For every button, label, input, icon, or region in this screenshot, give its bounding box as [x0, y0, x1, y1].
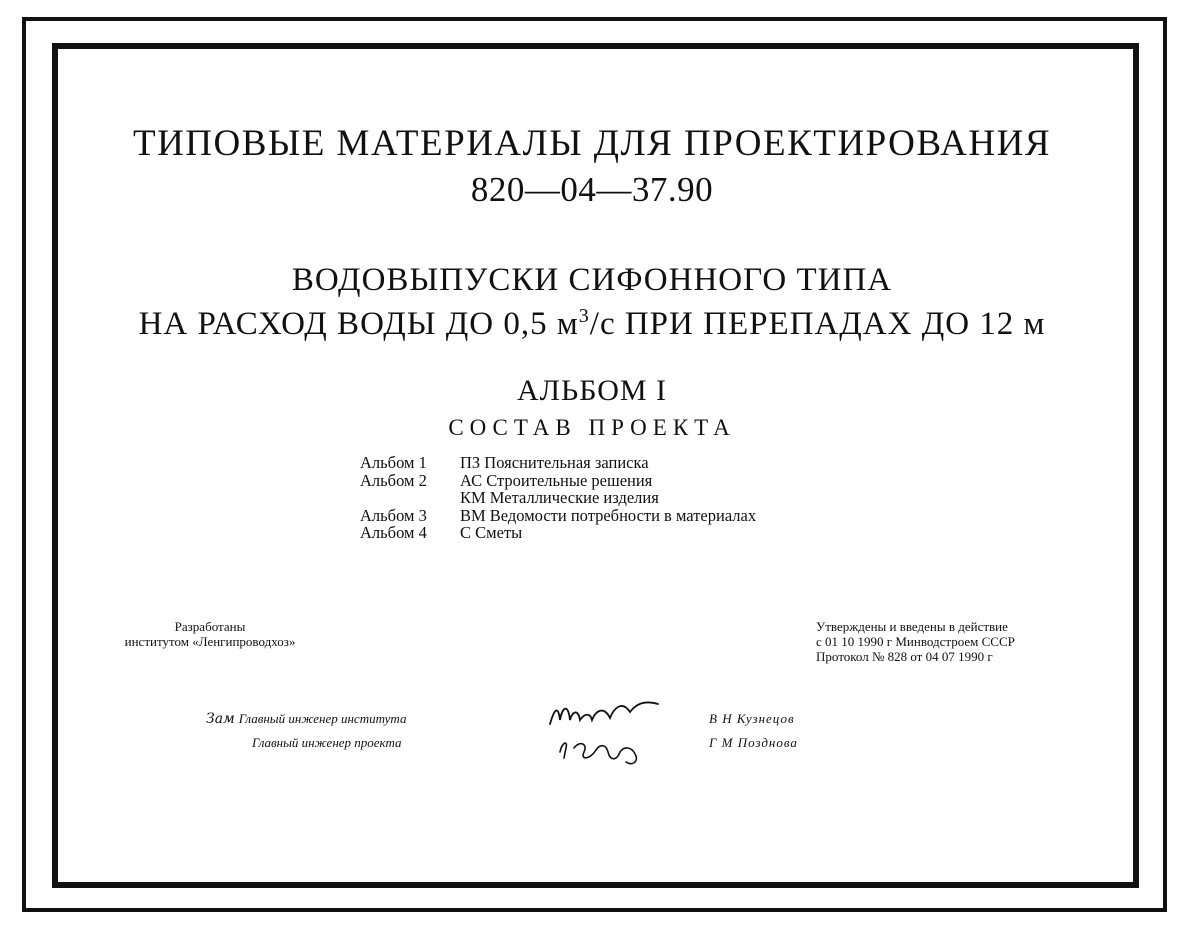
title-line2-end: /с ПРИ ПЕРЕПАДАХ ДО 12 м	[589, 306, 1046, 342]
album-subheading: СОСТАВ ПРОЕКТА	[448, 415, 736, 440]
album-content: ВМ Ведомости потребности в материалах	[460, 505, 757, 525]
developer-line1: Разработаны	[174, 619, 246, 634]
handwritten-prefix: Зам	[206, 711, 235, 727]
list-item	[360, 524, 756, 542]
album-content: С Сметы	[460, 523, 523, 542]
name-pozdnova: Г М Позднова	[709, 735, 798, 750]
document-title-line1: ВОДОВЫПУСКИ СИФОННОГО ТИПА	[291, 262, 893, 298]
album-label: Альбом 4	[360, 523, 427, 542]
developer-line2: институтом «Ленгипроводхоз»	[124, 634, 296, 649]
developer-block	[100, 619, 320, 649]
list-item	[360, 454, 756, 472]
series-title: ТИПОВЫЕ МАТЕРИАЛЫ ДЛЯ ПРОЕКТИРОВАНИЯ	[132, 123, 1052, 164]
album-content: ПЗ Пояснительная записка	[460, 453, 649, 472]
signatory-names	[709, 707, 798, 755]
list-item	[360, 507, 756, 525]
list-item	[360, 489, 756, 507]
approval-block	[816, 619, 1015, 664]
album-label: Альбом 2	[360, 470, 427, 490]
approval-line2: с 01 10 1990 г Минводстроем СССР	[816, 634, 1015, 649]
album-content: КМ Металлические изделия	[460, 488, 659, 507]
document-title-line2	[0, 305, 1184, 343]
title-line2-superscript: 3	[578, 305, 590, 327]
role-chief-engineer-project: Главный инженер проекта	[252, 735, 402, 750]
approval-line1: Утверждены и введены в действие	[816, 619, 1008, 634]
album-label	[360, 489, 460, 507]
approval-line3: Протокол № 828 от 04 07 1990 г	[816, 649, 993, 664]
composition-list	[360, 454, 756, 542]
name-kuznetsov: В Н Кузнецов	[709, 711, 795, 726]
signature-roles	[206, 707, 406, 755]
album-label: Альбом 1	[360, 453, 427, 472]
role-chief-engineer-institute: Главный инженер института	[238, 711, 407, 726]
list-item	[360, 472, 756, 490]
album-content: АС Строительные решения	[460, 470, 653, 490]
album-heading: АЛЬБОМ I	[516, 374, 668, 407]
series-number: 820—04—37.90	[470, 170, 714, 209]
album-label: Альбом 3	[360, 505, 427, 525]
title-line2-start: НА РАСХОД ВОДЫ ДО 0,5 м	[138, 306, 579, 342]
handwritten-signature	[540, 690, 670, 770]
